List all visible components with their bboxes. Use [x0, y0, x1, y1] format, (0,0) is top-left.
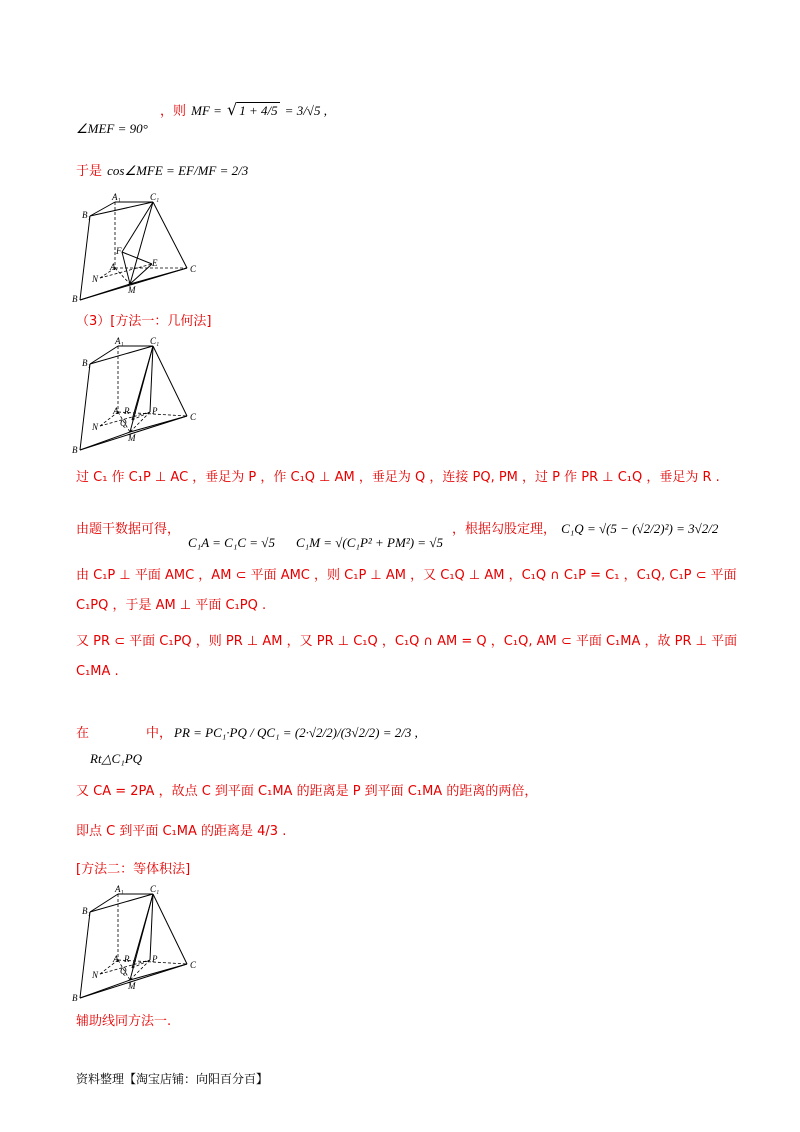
label-p: P [152, 406, 158, 416]
data-prefix: 由题干数据可得， [76, 522, 181, 537]
pr-reasoning: 又 PR ⊂ 平面 C₁PQ ，则 PR ⊥ AM ，又 PR ⊥ C₁Q ，C₁Q ∩ AM = Q ，C₁Q, AM ⊂ 平面 C₁MA ，故 PR ⊥ 平面 [76, 634, 738, 649]
thus-text: 于是 [76, 164, 103, 179]
label-b1: B₁ [82, 210, 91, 220]
rt-triangle: Rt△C₁PQ [90, 751, 143, 766]
label-b: B [72, 993, 78, 1002]
rt-triangle-label [90, 748, 142, 767]
label-n: N [92, 970, 99, 980]
line-angle-mef [76, 118, 148, 137]
figure-prism-3 [70, 884, 210, 1002]
label-c: C [190, 960, 197, 970]
perpendicular-conclusion: C₁PQ ，于是 AM ⊥ 平面 C₁PQ . [76, 598, 267, 613]
label-c1: C₁ [150, 336, 160, 346]
pr-calc-row [76, 722, 89, 742]
footer-source: 资料整理【淘宝店铺：向阳百分百】 [76, 1072, 269, 1086]
label-a: A [110, 262, 116, 272]
label-a: A [113, 406, 119, 416]
label-p: P [152, 954, 158, 964]
in-text: 在 [76, 726, 90, 741]
label-q: Q [120, 418, 127, 428]
label-c1: C₁ [150, 884, 160, 894]
label-f: F [116, 246, 122, 256]
pr-calc-mid [146, 722, 172, 742]
pr-expression: PR = PC₁·PQ / QC₁ = (2·√2/2)/(3√2/2) = 2/3 , [174, 725, 418, 740]
label-b: B [72, 445, 78, 454]
data-expr-2 [296, 532, 443, 551]
data-derivation [76, 518, 180, 538]
figure-prism-2 [70, 336, 210, 454]
label-b1: B₁ [82, 358, 91, 368]
label-r: R [124, 954, 130, 964]
distance-doubling: 又 CA = 2PA ，故点 C 到平面 C₁MA 的距离是 P 到平面 C₁MA 的距离的两倍， [76, 784, 538, 799]
label-m: M [128, 433, 136, 443]
cos-mfe-expr: cos∠MFE = EF/MF = 2/3 [107, 163, 249, 178]
mf-radicand: 1 + 4/5 [239, 103, 278, 118]
method-one-title: （3）[方法一：几何法] [76, 314, 212, 329]
label-a1: A₁ [115, 336, 124, 346]
pythag-text: ，根据勾股定理， [452, 522, 557, 537]
mf-rhs: = 3/√5 , [284, 103, 327, 118]
label-n: N [92, 274, 99, 284]
label-c: C [190, 412, 197, 422]
label-q: Q [120, 966, 127, 976]
pr-conclusion: C₁MA . [76, 664, 119, 679]
pr-calc-expr [174, 722, 418, 741]
distance-result: 即点 C 到平面 C₁MA 的距离是 4/3 . [76, 824, 287, 839]
label-n: N [92, 422, 99, 432]
label-m: M [128, 285, 136, 295]
data-expr-1 [188, 532, 275, 551]
figure-prism-1 [70, 192, 210, 304]
label-m: M [128, 981, 136, 991]
label-e: E [152, 258, 158, 268]
label-c1: C₁ [150, 192, 160, 202]
label-b1: B₁ [82, 906, 91, 916]
mf-lhs: MF = [191, 103, 222, 118]
line-mf-expression: ，则 MF = √ 1 + 4/5 = 3/√5 , [160, 100, 327, 119]
label-c: C [190, 264, 197, 274]
label-b: B [72, 294, 78, 304]
line-cos-mfe [76, 160, 248, 180]
label-a1: A₁ [112, 192, 121, 202]
label-a1: A₁ [115, 884, 124, 894]
perpendicular-reasoning: 由 C₁P ⊥ 平面 AMC ，AM ⊂ 平面 AMC ，则 C₁P ⊥ AM ，又 C₁Q ⊥ AM ，C₁Q ∩ C₁P = C₁ ，C₁Q, C₁P ⊂ 平面 [76, 568, 737, 583]
c1a-eq-c1c: C₁A = C₁C = √5 [188, 535, 275, 550]
c1q-eq: C₁Q = √(5 − (√2/2)²) = 3√2/2 [561, 521, 719, 536]
label-r: R [124, 406, 130, 416]
label-a: A [113, 954, 119, 964]
auxiliary-lines-note: 辅助线同方法一. [76, 1014, 172, 1029]
c1m-eq: C₁M = √(C₁P² + PM²) = √5 [296, 535, 443, 550]
middle-text: 中， [146, 726, 173, 741]
construction-step: 过 C₁ 作 C₁P ⊥ AC ，垂足为 P ，作 C₁Q ⊥ AM ，垂足为 Q ，连接 PQ, PM ，过 P 作 PR ⊥ C₁Q ，垂足为 R . [76, 470, 720, 485]
then-text: ，则 [160, 104, 187, 119]
data-expr-3 [452, 518, 718, 538]
angle-mef-expr: ∠MEF = 90° [76, 121, 148, 136]
method-two-title: [方法二：等体积法] [76, 862, 191, 877]
